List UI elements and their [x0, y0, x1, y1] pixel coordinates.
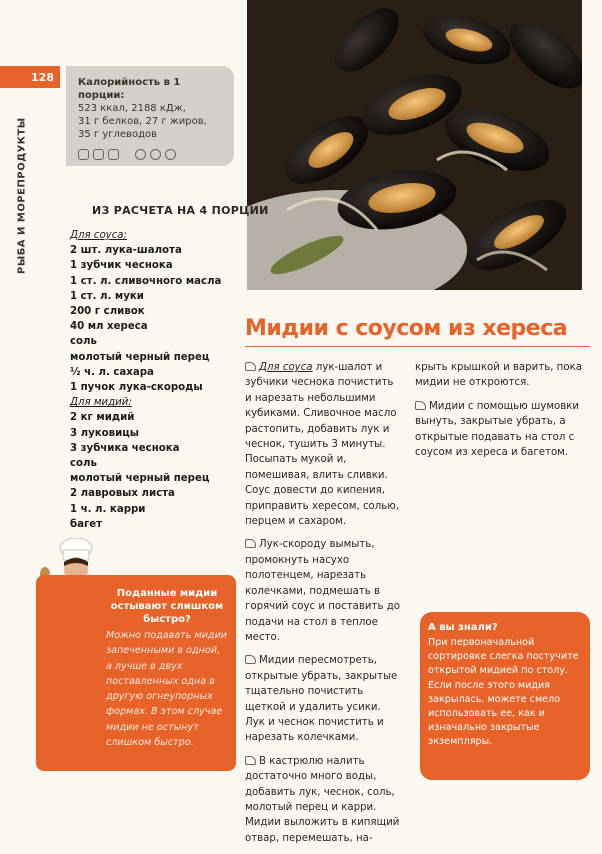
clock-icon	[135, 149, 146, 160]
ingredient-item: соль	[70, 458, 97, 470]
tip-question: Поданные мидии остывают слишком быстро?	[110, 588, 224, 625]
tip-box	[36, 575, 236, 771]
ingredient-item: 1 ст. л. сливочного масла	[70, 275, 222, 287]
step-text: лук-шалот и зубчики чеснока почистить и нарезать небольшими кубиками. Сливочное масло растопить, добавить лук и чеснок, тушить 3 минуты. Посыпать мукой и, помешивая, влить сливки. Соус довести до кипения, приправить хересом, солью, перцем и сахаром.	[245, 362, 400, 528]
ingredients-list	[70, 228, 250, 532]
did-you-know-text: При первоначальной сортировке слегка постучите открытой мидией по столу. Если после этого мидия закрылась, можете смело использовать ее, как и изначально закрытые экземпляры.	[428, 637, 579, 748]
section-label: РЫБА И МОРЕПРОДУКТЫ	[16, 117, 28, 275]
step-icon	[245, 655, 256, 664]
ingredient-item: молотый черный перец	[70, 473, 210, 485]
step-icon	[245, 362, 256, 371]
clock-icon	[150, 149, 161, 160]
step-icon	[245, 756, 256, 765]
ingredient-item: 1 пучок лука-скороды	[70, 382, 203, 394]
step-text: Мидии пересмотреть, открытые убрать, закрытые тщательно почистить щеткой и удалить усики. Лук и чеснок почистить и нарезать колечками.	[245, 655, 398, 744]
ingredient-group-label: Для мидий:	[70, 397, 132, 409]
recipe-column-1	[245, 360, 403, 854]
chef-hat-icon	[108, 149, 119, 160]
chef-hat-icon	[78, 149, 89, 160]
recipe-step	[415, 399, 585, 461]
nutrition-box	[66, 66, 234, 166]
ingredient-item: 2 лавровых листа	[70, 488, 175, 500]
nutrition-title: Калорийность в 1 порции:	[78, 77, 181, 101]
ingredient-item: 40 мл хереса	[70, 321, 148, 333]
ingredient-item: 3 зубчика чеснока	[70, 442, 180, 454]
ingredient-item: ½ ч. л. сахара	[70, 366, 154, 378]
ingredient-item: 1 зубчик чеснока	[70, 260, 173, 272]
recipe-step	[245, 360, 403, 529]
step-lead: Для соуса	[259, 362, 313, 373]
nutrition-line: 35 г углеводов	[78, 129, 157, 140]
step-text: В кастрюлю налить достаточно много воды, добавить лук, чеснок, соль, молотый перец и карри. Мидии выложить в кипящий отвар, перемешать, на-	[245, 755, 400, 844]
ingredient-item: 1 ч. л. карри	[70, 503, 146, 515]
chef-hat-icon	[93, 149, 104, 160]
ingredient-item: 2 шт. лука-шалота	[70, 245, 182, 257]
ingredient-item: 200 г сливок	[70, 306, 145, 318]
ingredient-item: 2 кг мидий	[70, 412, 135, 424]
recipe-column-2	[415, 360, 585, 468]
page-number: 128	[0, 66, 60, 88]
mussels-photo	[247, 0, 582, 290]
ingredient-item: 1 ст. л. муки	[70, 290, 144, 302]
nutrition-line: 31 г белков, 27 г жиров,	[78, 116, 207, 127]
step-text: Мидии с помощью шумовки вынуть, закрытые убрать, а открытые подавать на стол с соусом из хереса и багетом.	[415, 400, 580, 459]
recipe-step	[245, 653, 403, 745]
step-text: Лук-скороду вымыть, промокнуть насухо полотенцем, нарезать колечками, подмешать в горячий соус и поставить до подачи на стол в теплое место.	[245, 539, 400, 643]
did-you-know-title: А вы знали?	[428, 622, 498, 633]
recipe-title: Мидии с соусом из хереса	[245, 316, 568, 341]
ingredient-item: соль	[70, 336, 97, 348]
ingredient-item: 3 луковицы	[70, 427, 139, 439]
clock-icon	[165, 149, 176, 160]
ingredient-group-label: Для соуса:	[70, 230, 127, 241]
difficulty-icons	[78, 149, 222, 160]
ingredient-item: молотый черный перец	[70, 351, 210, 363]
title-divider	[245, 346, 590, 347]
ingredients-heading: ИЗ РАСЧЕТА НА 4 ПОРЦИИ	[92, 204, 269, 217]
step-icon	[245, 539, 256, 548]
ingredient-item: багет	[70, 518, 103, 530]
recipe-step-continued: крыть крышкой и варить, пока мидии не откроются.	[415, 362, 582, 389]
did-you-know-box	[420, 612, 590, 780]
nutrition-line: 523 ккал, 2188 кДж,	[78, 103, 186, 114]
recipe-step	[245, 537, 403, 645]
tip-answer: Можно подавать мидии запеченными в одной, а лучше в двух поставленных одна в другую огнеупорных формах. В этом случае мидии не остынут слишком быстро.	[106, 630, 228, 749]
step-icon	[415, 401, 426, 410]
